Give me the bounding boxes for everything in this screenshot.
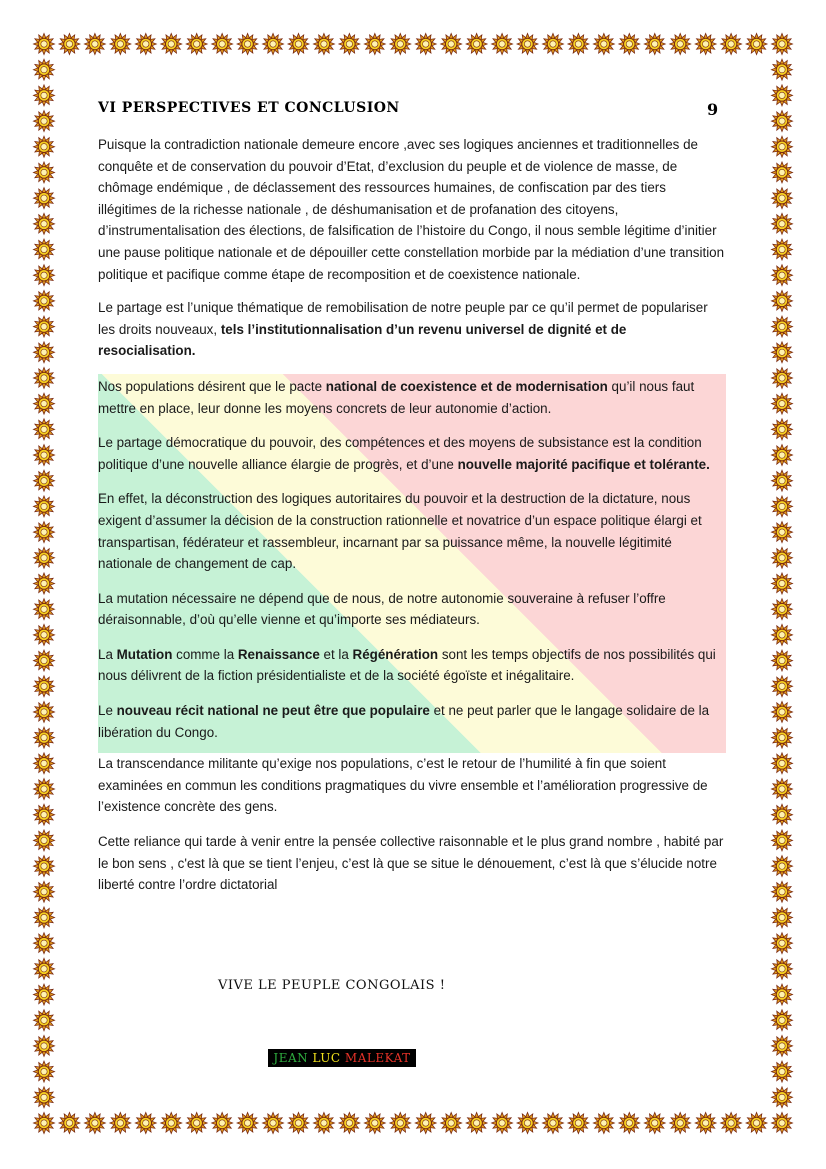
paragraph: La mutation nécessaire ne dépend que de nous, de notre autonomie souveraine à refuser l’offre déraisonnable, d’où qu’elle vienne et qu’importe ses médiateurs. [98,590,666,628]
sun-icon [34,727,55,748]
sun-icon [721,1113,742,1134]
text-run: La [98,646,117,662]
sun-icon [34,1010,55,1031]
sun-icon [34,59,55,80]
sun-icon [772,59,793,80]
sun-icon [772,830,793,851]
sun-icon [34,34,55,55]
text-run: et la [319,646,353,662]
sun-icon [390,1113,411,1134]
sun-icon [593,1113,614,1134]
sun-icon [772,496,793,517]
paragraph: La transcendance militante qu’exige nos populations, c’est le retour de l’humilité à fin que soient examinées en commun les conditions pragmatiques du vivre ensemble et l’amélioration progressive de l’existence concrète des gens. [98,756,708,815]
sun-icon [772,650,793,671]
sun-icon [644,34,665,55]
sun-icon [492,34,513,55]
sun-icon [288,1113,309,1134]
sun-icon [34,496,55,517]
sun-icon [364,34,385,55]
sun-icon [772,727,793,748]
sun-icon [415,34,436,55]
paragraph [98,297,726,362]
bold-text: nouveau récit national ne peut être que populaire [116,703,430,719]
sun-icon [441,1113,462,1134]
sun-icon [772,111,793,132]
sun-icon [772,470,793,491]
sun-icon [34,367,55,388]
sun-icon [772,522,793,543]
sun-icon [34,624,55,645]
sun-icon [466,34,487,55]
sun-icon [772,676,793,697]
sun-icon [263,1113,284,1134]
sun-icon [34,213,55,234]
sun-icon [695,1113,716,1134]
sun-icon [34,650,55,671]
bold-text: Mutation [116,646,173,662]
sun-icon [772,445,793,466]
sun-icon [695,34,716,55]
sun-icon [772,547,793,568]
sun-icon [34,1113,55,1134]
text-run: Le [98,703,117,719]
sun-icon [772,984,793,1005]
sun-icon [772,753,793,774]
sun-icon [593,34,614,55]
sun-icon [772,1113,793,1134]
sun-icon [110,34,131,55]
sun-icon [746,1113,767,1134]
paragraph [98,700,726,753]
sun-icon [135,34,156,55]
sun-icon [34,188,55,209]
sun-icon [568,1113,589,1134]
paragraph [98,644,726,687]
sun-icon [772,419,793,440]
sun-icon [237,34,258,55]
sun-icon [34,136,55,157]
sun-icon [772,624,793,645]
sun-icon [34,830,55,851]
signature-middle-name: LUC [312,1051,341,1065]
sun-icon [441,34,462,55]
sun-icon [34,573,55,594]
intro-section [98,134,726,362]
sun-icon [313,1113,334,1134]
sun-icon [772,856,793,877]
sun-icon [772,804,793,825]
bold-text: nouvelle majorité pacifique et tolérante. [457,456,710,472]
paragraph [98,432,726,475]
paragraph: En effet, la déconstruction des logiques autoritaires du pouvoir et la destruction de la dictature, nous exigent d’assumer la décision de la construction rationnelle et novatrice d’un espace politique élargi et transpartisan, fédérateur et rassembleur, incarnant par sa puissance même, la nouvelle légitimité nationale de changement de cap. [98,491,702,572]
sun-icon [772,779,793,800]
text-run: Le partage démocratique du pouvoir, des compétences et des moyens de subsistance est la condition politique d’une nouvelle alliance élargie de progrès, et d’une [98,435,702,472]
sun-icon [34,393,55,414]
signature-first-name: JEAN [273,1051,309,1065]
sun-icon [772,136,793,157]
sun-icon [161,1113,182,1134]
sun-icon [34,522,55,543]
sun-icon [34,958,55,979]
sun-icon [772,162,793,183]
sun-icon [772,1061,793,1082]
sun-icon [161,34,182,55]
sun-icon [34,1061,55,1082]
page-number: 9 [707,100,719,119]
sun-icon [237,1113,258,1134]
text-run: Le partage est l’unique thématique de remobilisation de notre peuple par ce qu’il permet de populariser les droits nouveaux, [98,300,708,337]
text-run: sont les temps objectifs de nos possibilités qui nous délivrent de la fiction présidentialiste et de la société égoïste et inégalitaire. [98,646,716,684]
sun-icon [84,1113,105,1134]
sun-icon [772,933,793,954]
sun-icon [772,316,793,337]
sun-icon [34,1035,55,1056]
sun-icon [34,290,55,311]
sun-icon [772,599,793,620]
bold-text: national de coexistence et de modernisation [325,378,608,394]
sun-icon [212,34,233,55]
sun-icon [772,290,793,311]
sun-icon [34,881,55,902]
sun-icon [186,34,207,55]
sun-icon [34,162,55,183]
bold-text: Renaissance [237,646,320,662]
sun-icon [59,1113,80,1134]
sun-icon [135,1113,156,1134]
sun-icon [644,1113,665,1134]
sun-icon [34,342,55,363]
sun-icon [364,1113,385,1134]
sun-icon [339,1113,360,1134]
sun-icon [772,85,793,106]
text-run: comme la [172,646,238,662]
sun-icon [542,34,563,55]
sun-icon [339,34,360,55]
sun-icon [34,445,55,466]
sun-icon [466,1113,487,1134]
sun-icon [772,239,793,260]
sun-icon [34,779,55,800]
sun-icon [772,34,793,55]
sun-icon [34,470,55,491]
sun-icon [34,753,55,774]
closing-slogan: VIVE LE PEUPLE CONGOLAIS ! [218,978,446,993]
sun-icon [542,1113,563,1134]
sun-icon [110,1113,131,1134]
paragraph [98,376,726,419]
sun-icon [34,1087,55,1108]
sun-icon [34,265,55,286]
sun-icon [34,547,55,568]
sun-icon [619,34,640,55]
sun-icon [34,804,55,825]
sun-icon [313,34,334,55]
signature-last-name: MALEKAT [344,1051,411,1065]
sun-icon [34,419,55,440]
sun-icon [619,1113,640,1134]
sun-icon [670,34,691,55]
sun-icon [772,958,793,979]
sun-icon [186,1113,207,1134]
paragraph: Cette reliance qui tarde à venir entre la pensée collective raisonnable et le plus grand nombre , habité par le bon sens , c'est là que se tient l’enjeu, c’est là que se situe le dénouement, c’est là que s’élucide notre liberté contre l’ordre dictatorial [98,834,724,893]
sun-icon [34,907,55,928]
sun-icon [34,85,55,106]
sun-icon [34,111,55,132]
section-title: VI PERSPECTIVES ET CONCLUSION [98,100,400,116]
text-run: Nos populations désirent que le pacte [98,378,326,394]
sun-icon [772,342,793,363]
sun-icon [772,881,793,902]
sun-icon [390,34,411,55]
author-signature [268,1049,416,1067]
outro-section [98,753,726,896]
sun-icon [772,265,793,286]
sun-icon [772,213,793,234]
sun-icon [772,1035,793,1056]
text-run: et ne peut parler que le langage solidaire de la libération du Congo. [98,703,710,740]
sun-icon [772,573,793,594]
sun-icon [263,34,284,55]
sun-icon [746,34,767,55]
sun-icon [772,367,793,388]
sun-icon [772,393,793,414]
sun-icon [288,34,309,55]
sun-icon [34,239,55,260]
sun-icon [772,1087,793,1108]
sun-icon [517,1113,538,1134]
sun-icon [34,933,55,954]
sun-icon [517,34,538,55]
sun-icon [772,907,793,928]
document-body [98,134,726,909]
sun-icon [34,316,55,337]
sun-icon [34,599,55,620]
flag-colored-block [98,374,726,753]
sun-icon [492,1113,513,1134]
text-run: qu’il nous faut mettre en place, leur donne les moyens concrets de leur autonomie d’action. [98,378,695,416]
bold-text: Régénération [352,646,439,662]
bold-text: tels l’institutionnalisation d’un revenu universel de dignité et de resocialisation. [98,321,627,359]
sun-icon [772,188,793,209]
sun-icon [34,676,55,697]
sun-icon [670,1113,691,1134]
paragraph: Puisque la contradiction nationale demeure encore ,avec ses logiques anciennes et traditionnelles de conquête et de conservation du pouvoir d’Etat, d’exclusion du peuple et de violence de masse, de chômage endémique , de déclassement des ressources humaines, de confiscation par des tiers illégitimes de la richesse nationale , de déshumanisation et de profanation des citoyens, d’instrumentalisation des élections, de falsification de l’histoire du Congo, il nous semble légitime d’initier une pause politique nationale et de dépouiller cette constellation morbide par la médiation d’une transition politique et pacifique comme étape de recomposition et de coexistence nationale. [98,137,725,282]
sun-icon [721,34,742,55]
sun-icon [415,1113,436,1134]
sun-icon [772,1010,793,1031]
sun-icon [34,701,55,722]
sun-icon [772,701,793,722]
sun-icon [568,34,589,55]
sun-icon [59,34,80,55]
sun-icon [84,34,105,55]
sun-icon [212,1113,233,1134]
sun-icon [34,856,55,877]
sun-icon [34,984,55,1005]
